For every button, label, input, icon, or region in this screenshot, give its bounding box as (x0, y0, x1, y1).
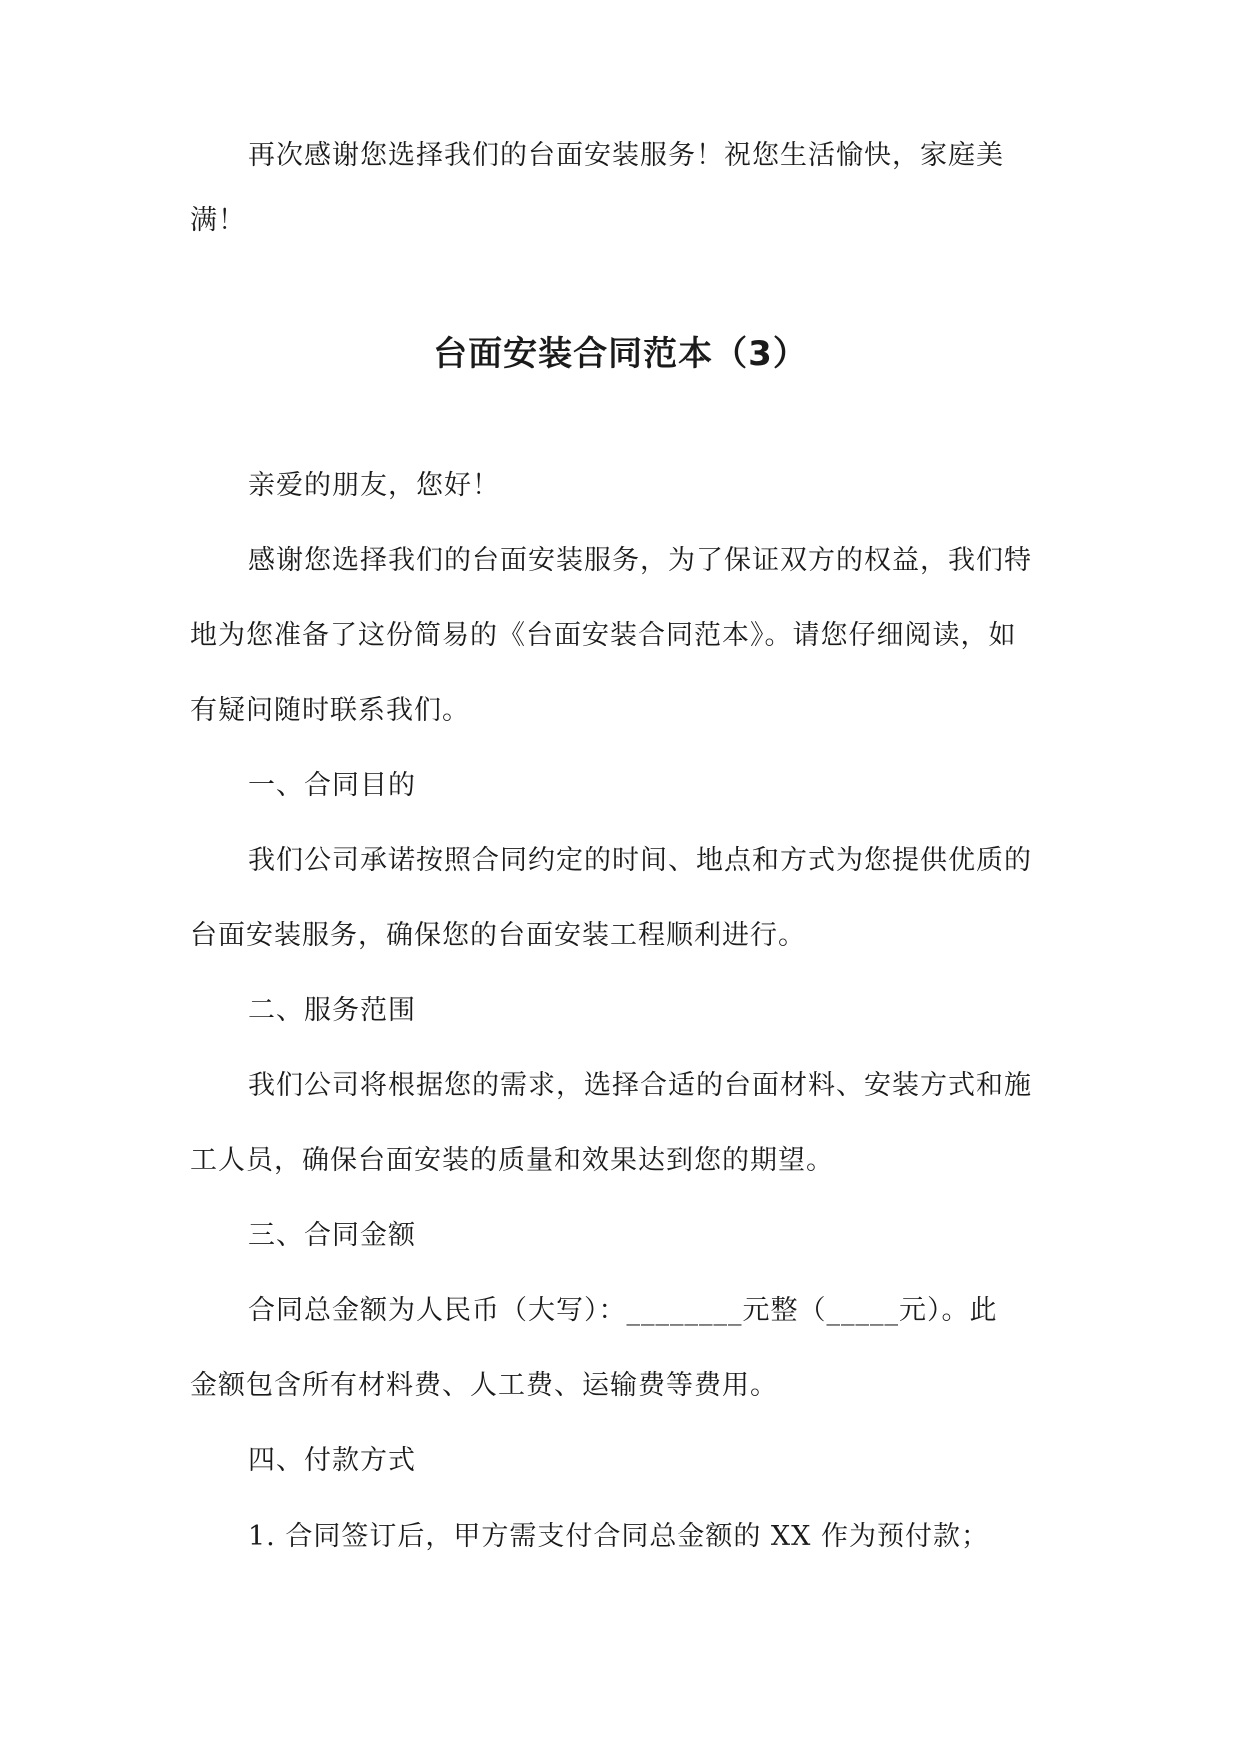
section-1-paragraph-line-2: 台面安装服务，确保您的台面安装工程顺利进行。 (190, 920, 806, 951)
section-1-heading: 一、合同目的 (248, 770, 416, 801)
section-2-paragraph-line-2: 工人员，确保台面安装的质量和效果达到您的期望。 (190, 1145, 834, 1176)
intro-paragraph-line-2: 地为您准备了这份简易的《台面安装合同范本》。请您仔细阅读，如 (190, 620, 1017, 651)
greeting: 亲爱的朋友，您好！ (248, 470, 500, 501)
intro-paragraph-line-1: 感谢您选择我们的台面安装服务，为了保证双方的权益，我们特 (248, 545, 1032, 576)
closing-paragraph-line-2: 满！ (190, 205, 246, 236)
document-title: 台面安装合同范本（3） (433, 334, 808, 374)
section-2-paragraph-line-1: 我们公司将根据您的需求，选择合适的台面材料、安装方式和施 (248, 1070, 1032, 1101)
closing-paragraph-line-1: 再次感谢您选择我们的台面安装服务！祝您生活愉快，家庭美 (248, 140, 1004, 171)
section-3-paragraph-line-1: 合同总金额为人民币（大写）：________元整（_____元）。此 (248, 1295, 998, 1326)
section-2-heading: 二、服务范围 (248, 995, 416, 1026)
intro-paragraph-line-3: 有疑问随时联系我们。 (190, 695, 470, 726)
section-3-paragraph-line-2: 金额包含所有材料费、人工费、运输费等费用。 (190, 1370, 778, 1401)
section-4-list-item-1: 1. 合同签订后，甲方需支付合同总金额的 XX 作为预付款； (248, 1521, 989, 1552)
section-1-paragraph-line-1: 我们公司承诺按照合同约定的时间、地点和方式为您提供优质的 (248, 845, 1032, 876)
section-4-heading: 四、付款方式 (248, 1445, 416, 1476)
section-3-heading: 三、合同金额 (248, 1220, 416, 1251)
